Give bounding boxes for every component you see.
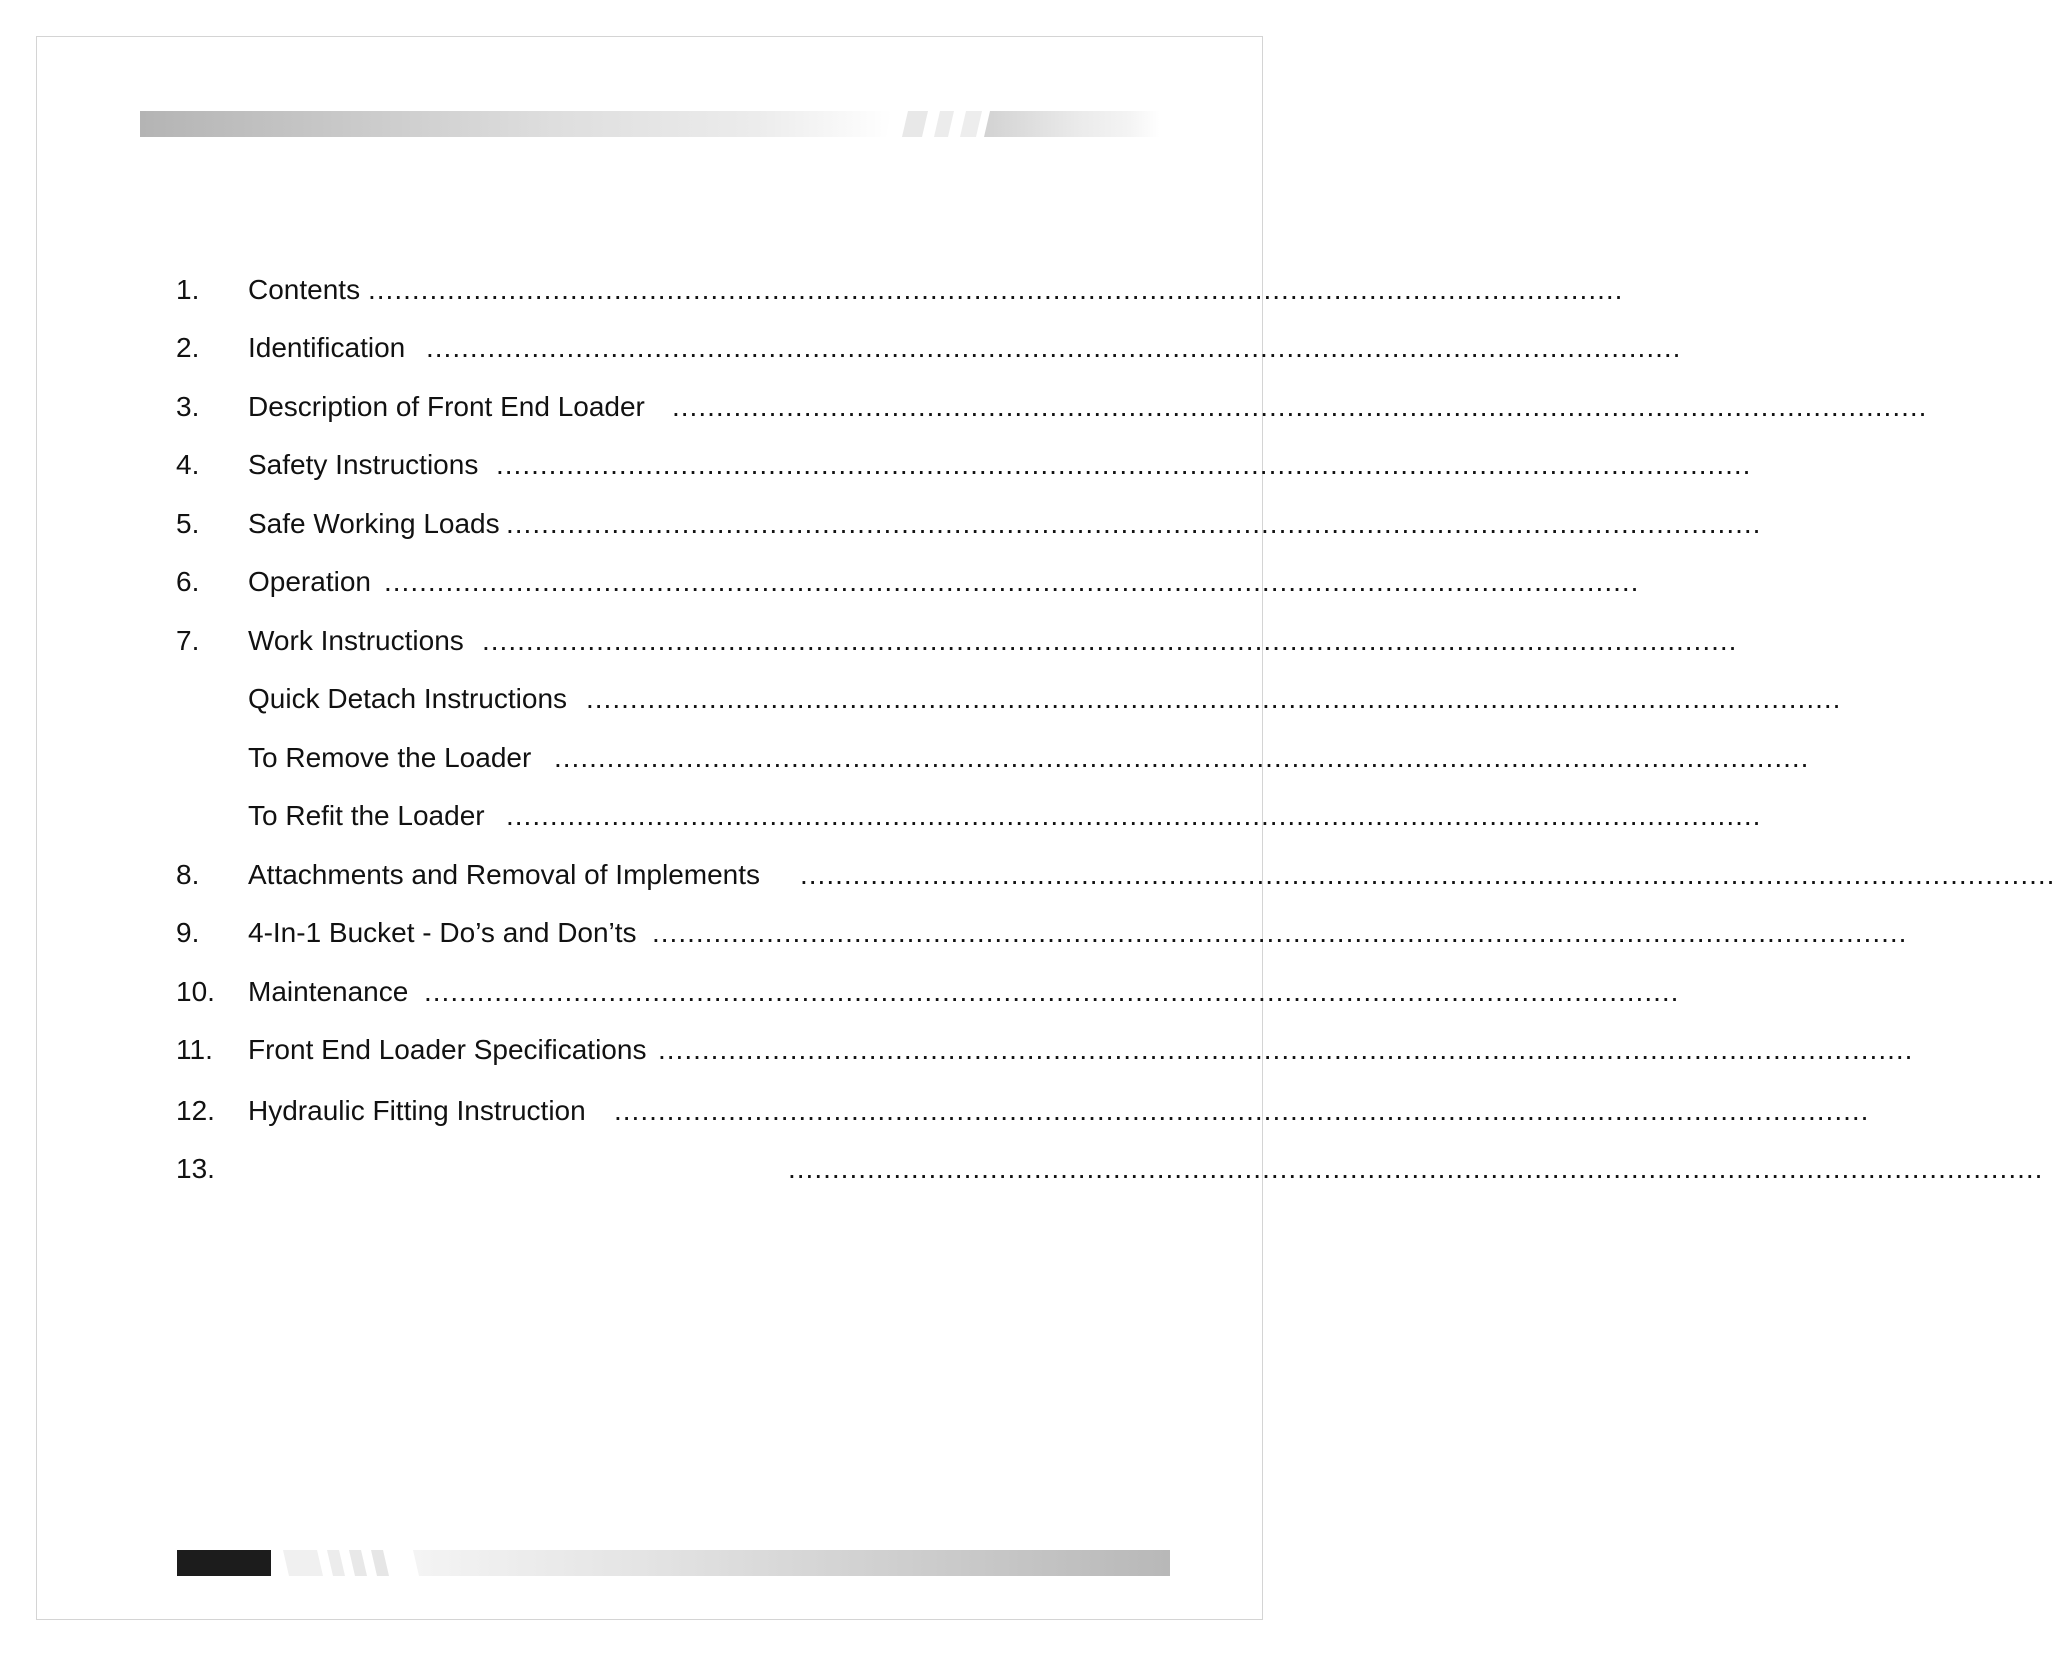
- toc-entry-title: Attachments and Removal of Implements: [248, 859, 761, 890]
- toc-entry-title: Identification: [248, 332, 406, 363]
- toc-entry-number: 11.: [176, 1034, 213, 1065]
- toc-entry[interactable]: [0, 738, 1810, 778]
- toc-leader-dots: ...............................................................................................................................................: [652, 917, 1908, 948]
- toc-entry-number: 1.: [176, 274, 200, 305]
- toc-entry-number: 12.: [176, 1095, 215, 1126]
- toc-entry-title: Front End Loader Specifications: [248, 1034, 647, 1065]
- footer-decorative-band: [177, 1550, 1170, 1576]
- toc-entry[interactable]: [0, 913, 1908, 953]
- toc-leader-dots: ...............................................................................................................................................: [506, 800, 1762, 831]
- toc-entry-title: Safe Working Loads: [248, 508, 500, 539]
- header-decorative-band: [140, 111, 1160, 137]
- toc-entry[interactable]: [0, 270, 1624, 310]
- toc-entry-title: Operation: [248, 566, 371, 597]
- toc-leader-dots: ...............................................................................................................................................: [496, 449, 1752, 480]
- toc-entry-number: 5.: [176, 508, 200, 539]
- toc-entry[interactable]: [0, 972, 1680, 1012]
- toc-leader-dots: ...............................................................................................................................................: [482, 625, 1738, 656]
- toc-entry[interactable]: [0, 387, 1928, 427]
- toc-entry-number: 10.: [176, 976, 215, 1007]
- toc-entry-title: Contents: [248, 274, 361, 305]
- toc-entry-number: 6.: [176, 566, 200, 597]
- toc-entry-title: Maintenance: [248, 976, 409, 1007]
- toc-entry-title: Safety Instructions: [248, 449, 479, 480]
- toc-entry-title: Quick Detach Instructions: [248, 683, 568, 714]
- toc-entry[interactable]: [0, 504, 1762, 544]
- toc-entry-title: 4-In-1 Bucket - Do’s and Don’ts: [248, 917, 637, 948]
- toc-entry[interactable]: [0, 1030, 1914, 1070]
- toc-leader-dots: ...............................................................................................................................................: [658, 1034, 1914, 1065]
- toc-leader-dots: ...............................................................................................................................................: [586, 683, 1842, 714]
- toc-entry-number: 9.: [176, 917, 200, 948]
- toc-entry[interactable]: [0, 679, 1842, 719]
- toc-entry-number: 3.: [176, 391, 200, 422]
- toc-leader-dots: ...............................................................................................................................................: [554, 742, 1810, 773]
- toc-leader-dots: ...............................................................................................................................................: [506, 508, 1762, 539]
- toc-entry-number: 7.: [176, 625, 200, 656]
- toc-entry-title: Description of Front End Loader: [248, 391, 645, 422]
- toc-entry[interactable]: [0, 445, 1752, 485]
- toc-entry[interactable]: [0, 796, 1762, 836]
- toc-entry[interactable]: [0, 1149, 2044, 1189]
- toc-leader-dots: ...............................................................................................................................................: [614, 1095, 1870, 1126]
- toc-leader-dots: ...............................................................................................................................................: [426, 332, 1682, 363]
- toc-entry-number: 2.: [176, 332, 200, 363]
- toc-entry-number: 4.: [176, 449, 200, 480]
- toc-leader-dots: ...............................................................................................................................................: [424, 976, 1680, 1007]
- toc-entry-title: Hydraulic Fitting Instruction: [248, 1095, 586, 1126]
- toc-entry[interactable]: [0, 1091, 1870, 1131]
- footer-page-tab: [177, 1550, 271, 1576]
- toc-entry-number: 8.: [176, 859, 200, 890]
- toc-entry[interactable]: [0, 562, 1640, 602]
- toc-entry-title: To Refit the Loader: [248, 800, 485, 831]
- toc-entry-number: 13.: [176, 1153, 215, 1184]
- toc-entry-title: To Remove the Loader: [248, 742, 532, 773]
- toc-leader-dots: ...............................................................................................................................................: [800, 859, 2055, 890]
- toc-entry[interactable]: [0, 855, 2055, 895]
- toc-entry[interactable]: [0, 621, 1738, 661]
- toc-leader-dots: ...............................................................................................................................................: [384, 566, 1640, 597]
- toc-leader-dots: ...............................................................................................................................................: [672, 391, 1928, 422]
- toc-leader-dots: ...............................................................................................................................................: [368, 274, 1624, 305]
- toc-entry[interactable]: [0, 328, 1682, 368]
- toc-entry-title: Work Instructions: [248, 625, 464, 656]
- toc-leader-dots: ...............................................................................................................................................: [788, 1153, 2044, 1184]
